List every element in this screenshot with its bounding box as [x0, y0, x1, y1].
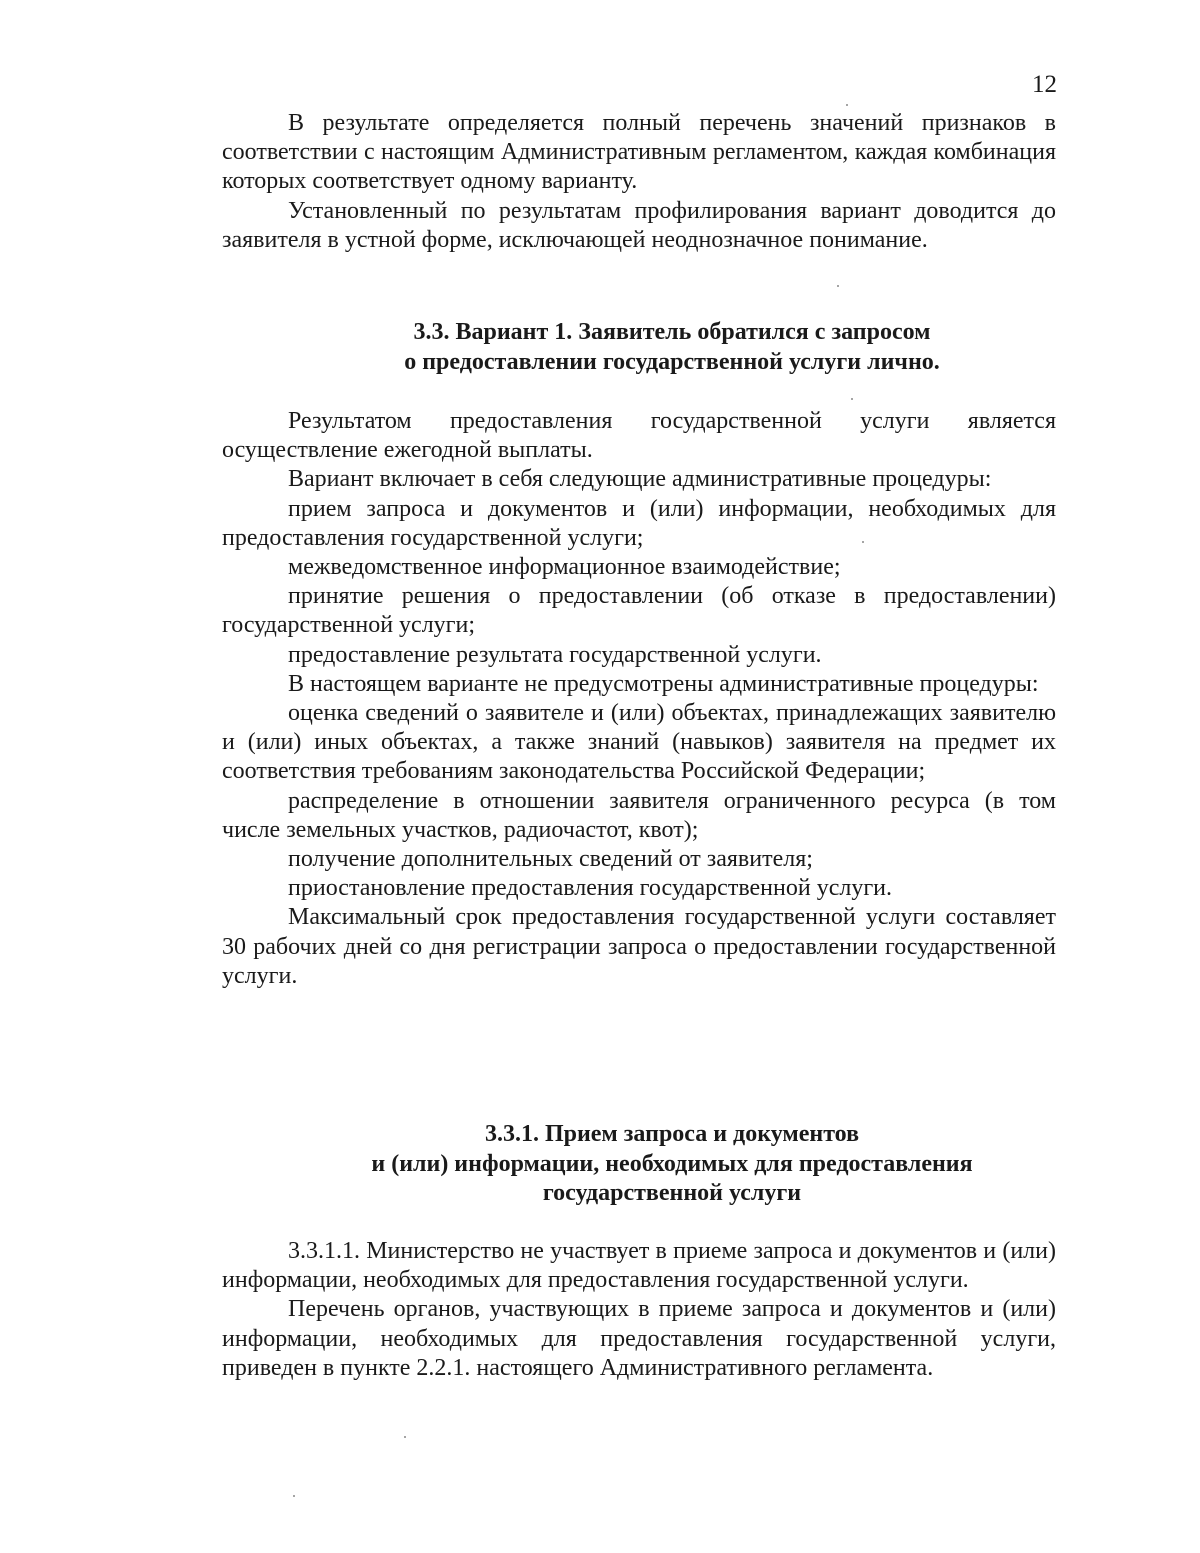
scan-speck: [837, 285, 839, 287]
paragraph: Перечень органов, участвующих в приеме запроса и документов и (или) информации, необходимых для предоставления государственной услуги, приведен в пункте 2.2.1. настоящего Административного регламента.: [222, 1296, 1056, 1381]
heading-line: 3.3. Вариант 1. Заявитель обратился с запросом: [413, 319, 931, 345]
paragraph: 3.3.1.1. Министерство не участвует в приеме запроса и документов и (или) информации, необходимых для предоставления государственной услуги.: [222, 1238, 1056, 1294]
list-item: предоставление результата государственной услуги.: [288, 641, 822, 668]
list-item: распределение в отношении заявителя ограниченного ресурса (в том числе земельных участков, радиочастот, квот);: [222, 787, 1056, 843]
heading-line: о предоставлении государственной услуги лично.: [404, 348, 940, 375]
scan-speck: [846, 104, 848, 106]
scan-speck: [293, 1495, 295, 1497]
paragraph: В результате определяется полный перечень значений признаков в соответствии с настоящим Административным регламентом, каждая комбинация которых соответствует одному варианту.: [222, 110, 1056, 195]
list-item: получение дополнительных сведений от заявителя;: [288, 846, 813, 873]
list-item: прием запроса и документов и (или) информации, необходимых для предоставления государственной услуги;: [222, 495, 1056, 551]
list-item: принятие решения о предоставлении (об отказе в предоставлении) государственной услуги;: [222, 583, 1056, 639]
paragraph: Максимальный срок предоставления государственной услуги составляет 30 рабочих дней со дня регистрации запроса о предоставлении государственной услуги.: [222, 904, 1056, 989]
heading-line: государственной услуги: [542, 1180, 802, 1206]
paragraph: Результатом предоставления государственной услуги является осуществление ежегодной выплаты.: [222, 408, 1056, 464]
section-3-3-1-body: [222, 1237, 1056, 1383]
scan-speck: [851, 398, 853, 400]
scan-speck: [404, 1436, 406, 1438]
paragraph: В настоящем варианте не предусмотрены административные процедуры:: [288, 670, 1039, 697]
scan-speck: [862, 541, 864, 543]
list-item: приостановление предоставления государственной услуги.: [288, 875, 893, 902]
section-3-3-body: [222, 407, 1056, 991]
heading-line: и (или) информации, необходимых для предоставления: [371, 1150, 973, 1177]
list-item: межведомственное информационное взаимодействие;: [288, 554, 841, 581]
section-heading-3-3: [222, 318, 1122, 377]
heading-line: 3.3.1. Прием запроса и документов: [484, 1121, 860, 1147]
paragraph: Вариант включает в себя следующие административные процедуры:: [288, 466, 992, 493]
list-item: оценка сведений о заявителе и (или) объектах, принадлежащих заявителю и (или) иных объектах, а также знаний (навыков) заявителя на предмет их соответствия требованиям законодательства Российской Федерации;: [222, 700, 1056, 785]
page-number: 12: [1032, 71, 1057, 98]
intro-text-block: [222, 109, 1056, 255]
section-heading-3-3-1: [222, 1120, 1122, 1209]
paragraph: Установленный по результатам профилирования вариант доводится до заявителя в устной форме, исключающей неоднозначное понимание.: [222, 197, 1056, 253]
